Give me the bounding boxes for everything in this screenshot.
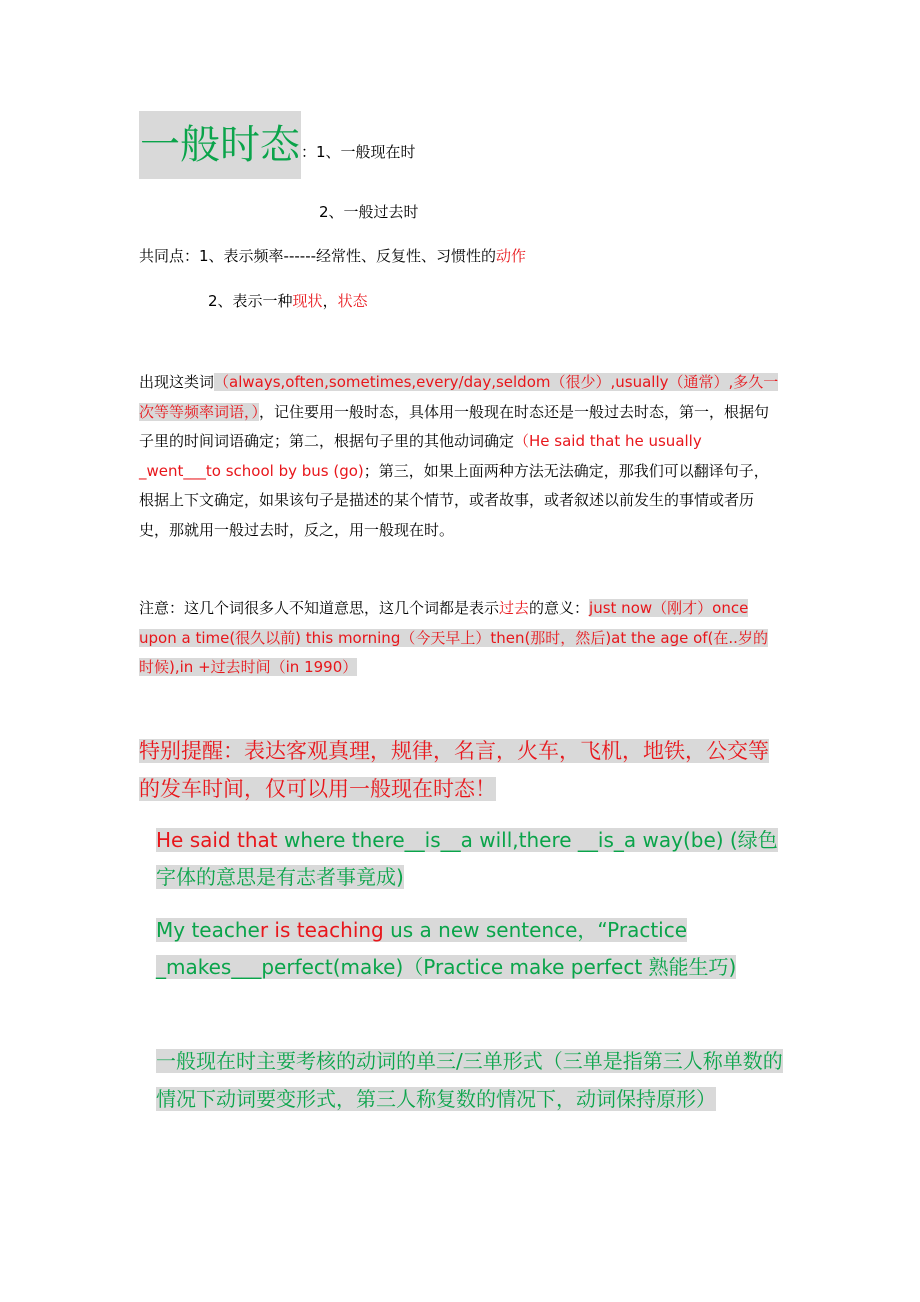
common-points-keyword-status-b: 状态 bbox=[337, 292, 368, 310]
third-person-note bbox=[156, 1042, 796, 1118]
common-points-separator: ， bbox=[322, 292, 338, 310]
para2-intro: 注意：这几个词很多人不知道意思，这几个词都是表示 bbox=[139, 599, 500, 617]
paragraph-usage-rules bbox=[139, 368, 779, 545]
para1-body: ，记住要用一般时态，具体用一般现在时态还是一般过去时态，第一，根据句子里的时间词语确定；第二，根据句子里的其他动词确定 bbox=[139, 402, 770, 450]
example-2-green-part-b: us a new sentence，“Practice _makes___perfect(make)（Practice make perfect 熟能生巧) bbox=[156, 918, 737, 979]
common-points-line-1 bbox=[139, 245, 526, 267]
para2-keyword-past: 过去 bbox=[499, 599, 530, 617]
paragraph-past-words bbox=[139, 594, 779, 683]
title-colon: ： bbox=[301, 143, 317, 161]
example-2-green-part-a: My teache bbox=[156, 918, 260, 942]
para1-intro: 出现这类词 bbox=[139, 373, 215, 391]
para2-meaning: 的意义： bbox=[529, 599, 590, 617]
special-reminder bbox=[139, 732, 789, 808]
example-1-wrapper bbox=[156, 828, 778, 889]
common-points-text: 共同点：1、表示频率------经常性、反复性、习惯性的 bbox=[139, 247, 497, 265]
example-1-green-part: where there__is__a will,there __is_a way(be) (绿色字体的意思是有志者事竟成) bbox=[156, 828, 778, 889]
special-reminder-text: 特别提醒：表达客观真理，规律，名言，火车，飞机，地铁，公交等的发车时间，仅可以用一般现在时态！ bbox=[139, 739, 769, 801]
common-points-keyword-action: 动作 bbox=[496, 247, 527, 265]
third-person-note-text: 一般现在时主要考核的动词的单三/三单形式（三单是指第三人称单数的情况下动词要变形式，第三人称复数的情况下，动词保持原形） bbox=[156, 1049, 783, 1111]
para1-example: （He said that he usually _went___to school by bus (go) bbox=[139, 432, 702, 480]
common-points-line-2 bbox=[208, 290, 368, 312]
example-1-red-part: He said that bbox=[156, 828, 278, 852]
para2-word-list: just now（刚才）once upon a time(很久以前) this morning（今天早上）then(那时，然后)at the age of(在..岁的时候),in +过去时间（in 1990） bbox=[139, 599, 768, 676]
title-item-1: 1、一般现在时 bbox=[316, 143, 416, 161]
para1-frequency-words: （always,often,sometimes,every/day,seldom（很少）,usually（通常）,多久一次等等频率词语，） bbox=[139, 373, 779, 421]
common-points-2-prefix: 2、表示一种 bbox=[208, 292, 293, 310]
title-item-2: 2、一般过去时 bbox=[319, 203, 419, 221]
example-sentence-1 bbox=[156, 822, 796, 896]
para1-conclusion: ；第三，如果上面两种方法无法确定，那我们可以翻译句子，根据上下文确定，如果该句子是描述的某个情节，或者故事，或者叙述以前发生的事情或者历史，那就用一般过去时，反之，用一般现在时。 bbox=[139, 461, 769, 539]
example-sentence-2 bbox=[156, 912, 796, 986]
common-points-keyword-status-a: 现状 bbox=[292, 292, 323, 310]
example-2-red-part: r is teaching bbox=[259, 918, 384, 942]
page-title-block bbox=[139, 111, 416, 179]
page-title: 一般时态 bbox=[139, 111, 301, 179]
example-2-wrapper bbox=[156, 918, 736, 979]
